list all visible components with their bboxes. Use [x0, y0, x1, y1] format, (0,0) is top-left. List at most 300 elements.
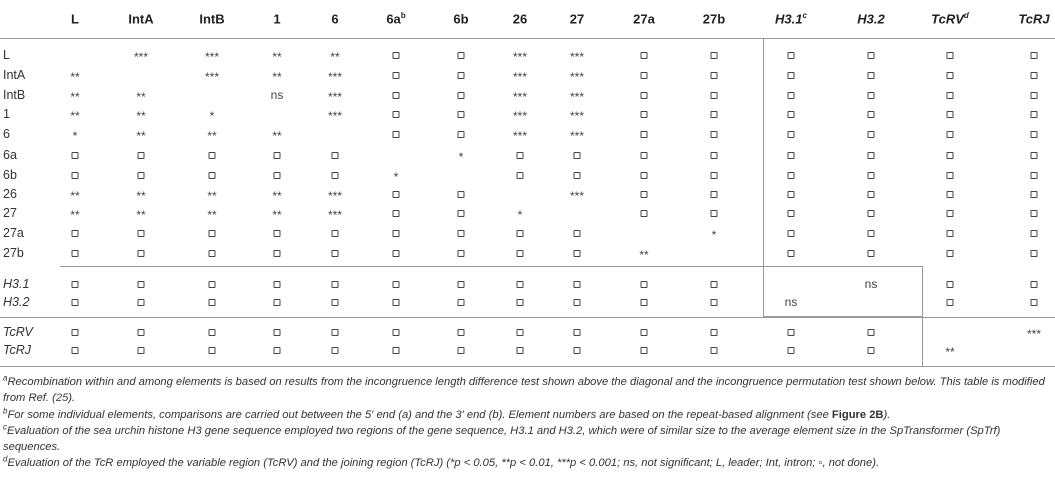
significance-value: *** [327, 90, 343, 104]
column-header [775, 13, 807, 26]
not-done-icon [641, 147, 648, 163]
not-done-square-icon [332, 299, 339, 306]
not-done-square-icon [517, 299, 524, 306]
not-done-square-icon [1031, 92, 1038, 99]
not-done-icon [393, 87, 400, 103]
not-done-square-icon [274, 329, 281, 336]
not-done-icon [393, 106, 400, 122]
not-done-icon [332, 276, 339, 292]
not-done-square-icon [393, 230, 400, 237]
not-done-icon [947, 225, 954, 241]
not-done-icon [458, 294, 465, 310]
not-done-square-icon [868, 72, 875, 79]
column-header [331, 13, 338, 26]
not-done-icon [138, 294, 145, 310]
not-done-icon [458, 126, 465, 142]
not-done-icon [641, 87, 648, 103]
not-done-icon [138, 225, 145, 241]
not-done-square-icon [868, 210, 875, 217]
not-done-icon [574, 342, 581, 358]
not-done-icon [574, 276, 581, 292]
not-done-icon [788, 126, 795, 142]
significance-value: * [209, 109, 215, 123]
not-done-square-icon [209, 329, 216, 336]
not-done-square-icon [458, 191, 465, 198]
not-done-icon [274, 167, 281, 183]
not-done-icon [641, 106, 648, 122]
not-done-icon [711, 205, 718, 221]
not-done-square-icon [332, 329, 339, 336]
not-done-icon [947, 294, 954, 310]
not-done-square-icon [1031, 230, 1038, 237]
not-done-square-icon [332, 172, 339, 179]
not-done-square-icon [574, 299, 581, 306]
not-done-icon [274, 294, 281, 310]
not-done-icon [711, 87, 718, 103]
significance-value: ** [70, 90, 80, 104]
not-done-square-icon [138, 281, 145, 288]
not-done-icon [868, 106, 875, 122]
footnote-b-text: $^b$For some individual elements, comparisons are carried out between the 5′ end (a) and the 3′ end (b). Element numbers are based on the repeat-based alignment (see Figure 2B). [3, 406, 891, 421]
not-done-icon [574, 167, 581, 183]
not-done-square-icon [274, 281, 281, 288]
not-done-square-icon [947, 281, 954, 288]
not-done-icon [868, 167, 875, 183]
not-done-square-icon [574, 152, 581, 159]
not-done-square-icon [138, 230, 145, 237]
not-done-icon [711, 47, 718, 63]
not-done-square-icon [711, 191, 718, 198]
not-done-square-icon [1031, 281, 1038, 288]
not-done-icon [393, 67, 400, 83]
significance-value: *** [204, 50, 220, 64]
column-header [570, 13, 584, 26]
not-done-square-icon [947, 210, 954, 217]
not-done-square-icon [711, 111, 718, 118]
not-done-icon [209, 294, 216, 310]
significance-value: *** [512, 129, 528, 143]
not-done-square-icon [574, 347, 581, 354]
not-done-square-icon [72, 230, 79, 237]
not-done-icon [274, 324, 281, 340]
not-done-icon [1031, 87, 1038, 103]
not-done-icon [274, 245, 281, 261]
not-done-icon [458, 106, 465, 122]
not-done-square-icon [641, 111, 648, 118]
not-done-square-icon [788, 347, 795, 354]
column-header [1018, 13, 1049, 26]
not-done-square-icon [517, 152, 524, 159]
not-done-icon [868, 186, 875, 202]
not-done-square-icon [1031, 172, 1038, 179]
not-done-square-icon [947, 172, 954, 179]
not-done-icon [138, 324, 145, 340]
column-header-label: 27 [569, 11, 585, 27]
not-done-square-icon [209, 230, 216, 237]
not-done-square-icon [574, 281, 581, 288]
not-done-square-icon [274, 230, 281, 237]
not-done-square-icon [574, 329, 581, 336]
not-done-square-icon [641, 131, 648, 138]
row-label: IntA [3, 67, 26, 82]
not-done-icon [517, 324, 524, 340]
not-done-square-icon [458, 281, 465, 288]
not-done-icon [1031, 167, 1038, 183]
not-done-icon [72, 324, 79, 340]
not-done-square-icon [641, 281, 648, 288]
column-header-footnote-mark: d [963, 11, 969, 21]
not-done-square-icon [711, 131, 718, 138]
not-done-square-icon [641, 52, 648, 59]
significance-value: ** [70, 208, 80, 222]
not-done-icon [332, 294, 339, 310]
significance-value: ** [330, 50, 340, 64]
significance-value: ** [272, 129, 282, 143]
not-done-square-icon [788, 329, 795, 336]
table-rule [60, 266, 923, 267]
not-done-icon [72, 294, 79, 310]
not-done-icon [788, 47, 795, 63]
footnote-a: $^a$Recombination within and among elements is based on results from the incongruence length difference test shown above the diagonal and the incongruence permutation test shown below. This table is modified from Ref. (25). [3, 373, 1045, 404]
not-done-icon [947, 47, 954, 63]
not-done-square-icon [517, 329, 524, 336]
not-done-icon [138, 342, 145, 358]
not-done-square-icon [72, 299, 79, 306]
column-header-label: H3.1 [775, 11, 803, 27]
not-done-square-icon [72, 281, 79, 288]
not-done-square-icon [868, 250, 875, 257]
not-done-icon [72, 276, 79, 292]
not-done-icon [393, 47, 400, 63]
not-done-square-icon [641, 72, 648, 79]
significance-value: ** [639, 248, 649, 262]
not-done-square-icon [458, 347, 465, 354]
not-done-icon [788, 147, 795, 163]
not-done-icon [947, 167, 954, 183]
not-done-icon [574, 225, 581, 241]
not-done-square-icon [711, 299, 718, 306]
not-done-square-icon [641, 172, 648, 179]
figure-2b-link[interactable]: Figure 2B [831, 409, 884, 421]
not-done-icon [209, 276, 216, 292]
not-done-icon [947, 67, 954, 83]
significance-value: *** [1026, 327, 1042, 341]
not-done-square-icon [947, 111, 954, 118]
row-label: 1 [3, 106, 10, 121]
not-done-square-icon [574, 230, 581, 237]
not-done-square-icon [1031, 72, 1038, 79]
not-done-square-icon [788, 172, 795, 179]
column-header [386, 13, 405, 26]
row-label: 27b [3, 245, 24, 260]
not-done-square-icon [574, 172, 581, 179]
not-done-icon [1031, 67, 1038, 83]
not-done-square-icon [458, 329, 465, 336]
table-rule [0, 366, 1055, 367]
not-done-icon [517, 245, 524, 261]
not-done-square-icon [947, 299, 954, 306]
not-done-square-icon [711, 152, 718, 159]
not-done-square-icon [788, 72, 795, 79]
column-header-label: 27a [633, 11, 655, 27]
not-done-square-icon [209, 281, 216, 288]
row-label: 6a [3, 147, 17, 162]
not-done-icon [458, 225, 465, 241]
not-done-square-icon [711, 172, 718, 179]
not-done-square-icon [868, 92, 875, 99]
not-done-icon [517, 276, 524, 292]
not-done-square-icon [1031, 152, 1038, 159]
significance-value: *** [512, 50, 528, 64]
not-done-square-icon [1031, 250, 1038, 257]
not-done-square-icon [274, 250, 281, 257]
not-done-icon [274, 225, 281, 241]
not-done-square-icon [868, 111, 875, 118]
significance-value: ** [136, 129, 146, 143]
footnote-c: $^c$Evaluation of the sea urchin histone H3 gene sequence employed two regions of the gene sequence, H3.1 and H3.2, which were of similar size to the average element size in the SpTransformer (SpTrf) sequences. [3, 422, 1001, 453]
not-done-square-icon [458, 72, 465, 79]
significance-value: *** [512, 90, 528, 104]
not-done-icon [72, 225, 79, 241]
significance-value: ** [945, 345, 955, 359]
not-done-icon [868, 342, 875, 358]
not-done-square-icon [393, 281, 400, 288]
not-done-square-icon [641, 191, 648, 198]
significance-value: *** [512, 109, 528, 123]
not-done-icon [458, 87, 465, 103]
not-done-icon [641, 342, 648, 358]
significance-value: * [72, 129, 78, 143]
not-done-square-icon [274, 299, 281, 306]
footnote-a-reference[interactable]: 25 [55, 392, 69, 404]
significance-value: ** [272, 189, 282, 203]
not-done-icon [209, 342, 216, 358]
not-done-icon [1031, 47, 1038, 63]
not-done-icon [332, 147, 339, 163]
column-header-footnote-mark: b [400, 11, 406, 21]
table-rule [0, 317, 1055, 318]
not-done-icon [788, 106, 795, 122]
not-done-square-icon [72, 172, 79, 179]
not-done-square-icon [274, 152, 281, 159]
not-done-square-icon [1031, 210, 1038, 217]
significance-value: * [458, 150, 464, 164]
not-done-square-icon [458, 131, 465, 138]
not-done-square-icon [788, 52, 795, 59]
not-done-icon [947, 205, 954, 221]
not-done-square-icon [332, 281, 339, 288]
significance-value: *** [569, 109, 585, 123]
column-header-label: 1 [273, 11, 281, 27]
not-done-square-icon [138, 329, 145, 336]
column-header-label: 6 [331, 11, 339, 27]
not-done-icon [788, 245, 795, 261]
not-done-icon [332, 225, 339, 241]
significance-value: *** [512, 70, 528, 84]
significance-value: ns [864, 277, 878, 291]
significance-value: ** [70, 70, 80, 84]
not-done-square-icon [868, 329, 875, 336]
not-done-square-icon [1031, 131, 1038, 138]
table-rule [763, 316, 922, 317]
not-done-icon [947, 186, 954, 202]
not-done-square-icon [711, 329, 718, 336]
not-done-icon [711, 126, 718, 142]
not-done-square-icon [393, 131, 400, 138]
row-label: IntB [3, 87, 26, 102]
not-done-square-icon [393, 210, 400, 217]
not-done-square-icon [868, 131, 875, 138]
not-done-icon [641, 205, 648, 221]
not-done-square-icon [209, 299, 216, 306]
not-done-icon [947, 126, 954, 142]
not-done-square-icon [711, 210, 718, 217]
not-done-icon [574, 324, 581, 340]
not-done-square-icon [947, 92, 954, 99]
not-done-square-icon [332, 347, 339, 354]
not-done-icon [947, 276, 954, 292]
not-done-icon [1031, 186, 1038, 202]
not-done-square-icon [788, 92, 795, 99]
table-rule [922, 266, 923, 366]
significance-value: *** [133, 50, 149, 64]
not-done-icon [138, 147, 145, 163]
not-done-square-icon [868, 172, 875, 179]
not-done-icon [868, 225, 875, 241]
not-done-square-icon [209, 152, 216, 159]
not-done-icon [209, 225, 216, 241]
not-done-icon [641, 294, 648, 310]
not-done-square-icon [393, 329, 400, 336]
not-done-icon [788, 67, 795, 83]
column-header [857, 13, 884, 26]
not-done-square-icon [868, 347, 875, 354]
not-done-icon [517, 147, 524, 163]
significance-value: ns [270, 88, 284, 102]
significance-value: ** [207, 189, 217, 203]
not-done-icon [458, 245, 465, 261]
not-done-icon [868, 87, 875, 103]
row-label: TcRV [3, 324, 33, 339]
not-done-square-icon [641, 210, 648, 217]
not-done-square-icon [1031, 191, 1038, 198]
significance-value: *** [569, 70, 585, 84]
not-done-square-icon [393, 92, 400, 99]
row-label: H3.2 [3, 294, 30, 309]
not-done-icon [138, 245, 145, 261]
column-header [273, 13, 280, 26]
not-done-square-icon [274, 172, 281, 179]
not-done-square-icon [711, 52, 718, 59]
not-done-icon [274, 342, 281, 358]
not-done-square-icon [393, 191, 400, 198]
significance-value: ** [272, 208, 282, 222]
not-done-icon [458, 324, 465, 340]
significance-value: *** [327, 189, 343, 203]
not-done-icon [138, 167, 145, 183]
not-done-icon [458, 205, 465, 221]
not-done-square-icon [393, 111, 400, 118]
not-done-icon [711, 342, 718, 358]
not-done-square-icon [458, 52, 465, 59]
column-header [703, 13, 725, 26]
not-done-square-icon [868, 230, 875, 237]
not-done-square-icon [517, 172, 524, 179]
not-done-square-icon [209, 172, 216, 179]
significance-value: *** [327, 109, 343, 123]
significance-value: ** [272, 50, 282, 64]
not-done-icon [868, 324, 875, 340]
not-done-icon [517, 294, 524, 310]
not-done-icon [1031, 106, 1038, 122]
not-done-icon [711, 67, 718, 83]
not-done-square-icon [332, 250, 339, 257]
not-done-square-icon [138, 250, 145, 257]
not-done-square-icon [393, 250, 400, 257]
significance-value: *** [327, 208, 343, 222]
significance-value: ** [136, 109, 146, 123]
not-done-icon [72, 147, 79, 163]
not-done-icon [947, 245, 954, 261]
not-done-icon [458, 342, 465, 358]
significance-value: ** [70, 189, 80, 203]
not-done-icon [641, 67, 648, 83]
not-done-square-icon [711, 72, 718, 79]
not-done-square-icon [393, 347, 400, 354]
not-done-square-icon [393, 52, 400, 59]
not-done-square-icon [458, 299, 465, 306]
not-done-icon [711, 186, 718, 202]
table-rule [0, 38, 1055, 39]
not-done-square-icon [868, 52, 875, 59]
not-done-icon [641, 324, 648, 340]
column-header [513, 13, 527, 26]
not-done-square-icon [138, 152, 145, 159]
not-done-icon [711, 276, 718, 292]
not-done-icon [458, 47, 465, 63]
not-done-icon [788, 186, 795, 202]
not-done-square-icon [517, 347, 524, 354]
not-done-square-icon [947, 52, 954, 59]
row-label: 6b [3, 167, 17, 182]
not-done-square-icon [332, 230, 339, 237]
column-header-footnote-mark: c [802, 11, 807, 21]
not-done-square-icon [641, 92, 648, 99]
not-done-square-icon [393, 72, 400, 79]
not-done-icon [711, 294, 718, 310]
not-done-square-icon [788, 230, 795, 237]
not-done-icon [1031, 276, 1038, 292]
not-done-icon [788, 342, 795, 358]
not-done-icon [209, 245, 216, 261]
not-done-icon [1031, 205, 1038, 221]
significance-value: *** [569, 90, 585, 104]
not-done-square-icon [458, 230, 465, 237]
not-done-icon [1031, 294, 1038, 310]
significance-value: *** [569, 189, 585, 203]
not-done-square-icon [641, 299, 648, 306]
not-done-square-icon [788, 111, 795, 118]
significance-value: ** [136, 189, 146, 203]
not-done-square-icon [788, 191, 795, 198]
column-header [199, 13, 224, 26]
not-done-icon [332, 245, 339, 261]
not-done-square-icon [711, 92, 718, 99]
not-done-icon [711, 324, 718, 340]
not-done-square-icon [574, 250, 581, 257]
significance-value: ** [207, 129, 217, 143]
not-done-square-icon [1031, 111, 1038, 118]
